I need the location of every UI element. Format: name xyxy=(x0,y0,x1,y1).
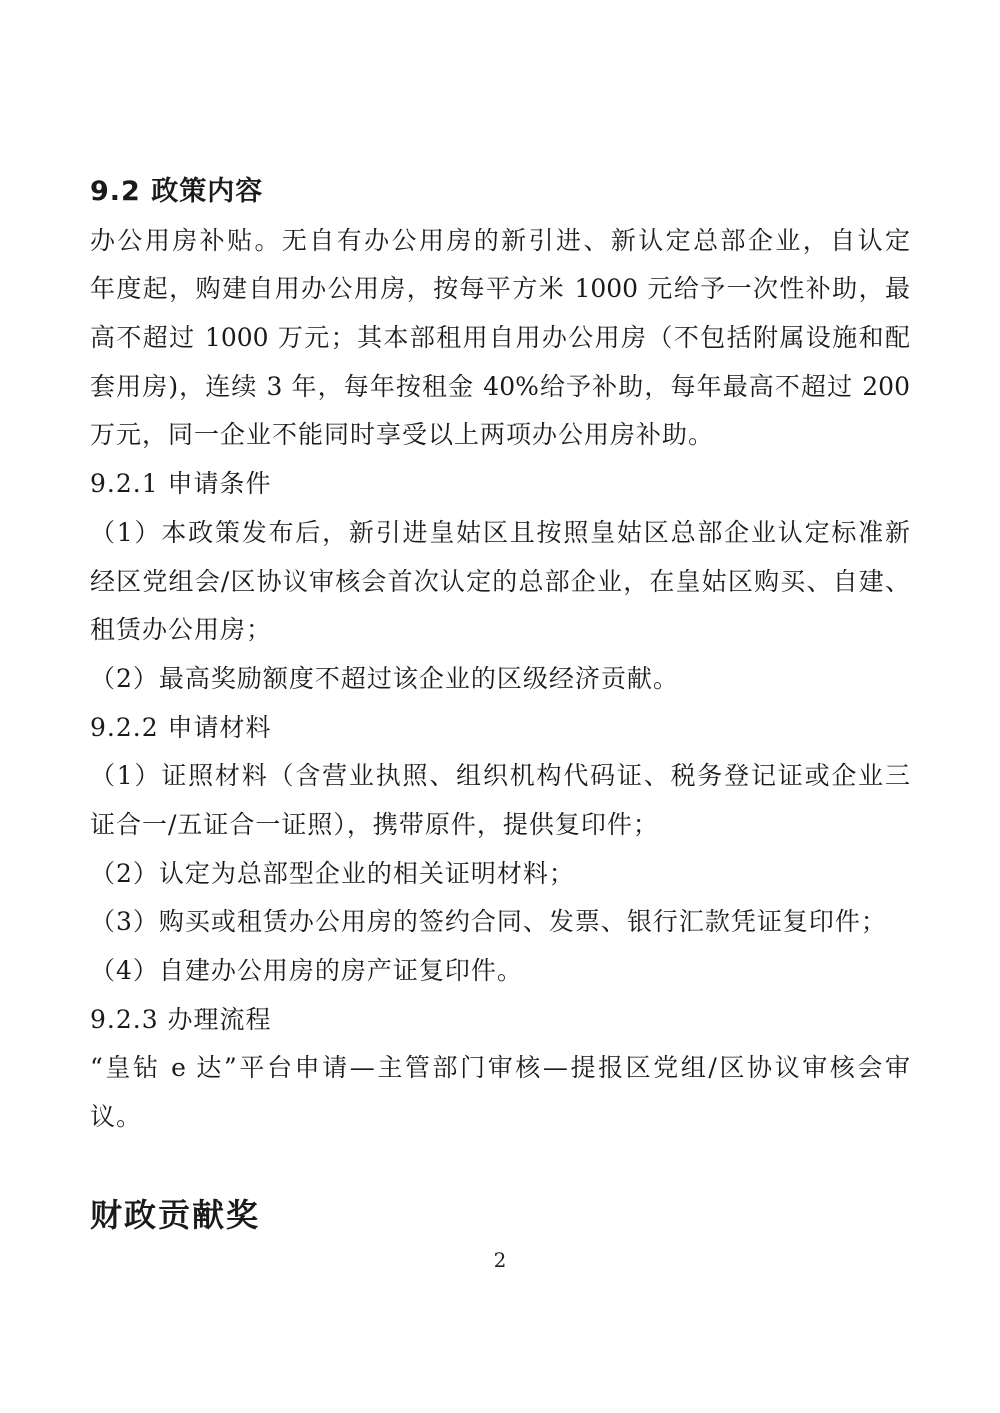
paragraph-line: 议。 xyxy=(90,1102,143,1132)
list-item-line: （2）最高奖励额度不超过该企业的区级经济贡献。 xyxy=(90,663,679,693)
paragraph-line: “皇钻 e 达”平台申请—主管部门审核—提报区党组/区协议审核会审 xyxy=(90,1053,910,1083)
subsection-heading-9-2-1: 9.2.1 申请条件 xyxy=(90,469,272,499)
paragraph-line: 万元，同一企业不能同时享受以上两项办公用房补助。 xyxy=(90,420,715,450)
list-item-line: 证合一/五证合一证照），携带原件，提供复印件； xyxy=(90,809,659,839)
list-item-line: 经区党组会/区协议审核会首次认定的总部企业，在皇姑区购买、自建、 xyxy=(90,566,910,596)
paragraph-line: 年度起，购建自用办公用房，按每平方米 1000 元给予一次性补助，最 xyxy=(90,274,910,304)
section-heading-9-2: 9.2 政策内容 xyxy=(90,176,264,207)
section-heading-fiscal-contribution-award: 财政贡献奖 xyxy=(90,1196,261,1235)
list-item-line: （2）认定为总部型企业的相关证明材料； xyxy=(90,858,575,888)
paragraph-line: 办公用房补贴。无自有办公用房的新引进、新认定总部企业，自认定 xyxy=(90,225,910,255)
page-number: 2 xyxy=(493,1248,507,1272)
list-item-line: （1）本政策发布后，新引进皇姑区且按照皇姑区总部企业认定标准新 xyxy=(90,517,910,547)
subsection-heading-9-2-2: 9.2.2 申请材料 xyxy=(90,712,272,742)
list-item-line: （3）购买或租赁办公用房的签约合同、发票、银行汇款凭证复印件； xyxy=(90,907,887,937)
paragraph-line: 套用房)，连续 3 年，每年按租金 40%给予补助，每年最高不超过 200 xyxy=(90,371,910,401)
list-item-line: （1）证照材料（含营业执照、组织机构代码证、税务登记证或企业三 xyxy=(90,761,910,791)
subsection-heading-9-2-3: 9.2.3 办理流程 xyxy=(90,1004,272,1034)
list-item-line: 租赁办公用房； xyxy=(90,615,273,645)
document-body xyxy=(90,168,910,1240)
paragraph-line: 高不超过 1000 万元；其本部租用自用办公用房（不包括附属设施和配 xyxy=(90,323,910,353)
list-item-line: （4）自建办公用房的房产证复印件。 xyxy=(90,956,523,985)
